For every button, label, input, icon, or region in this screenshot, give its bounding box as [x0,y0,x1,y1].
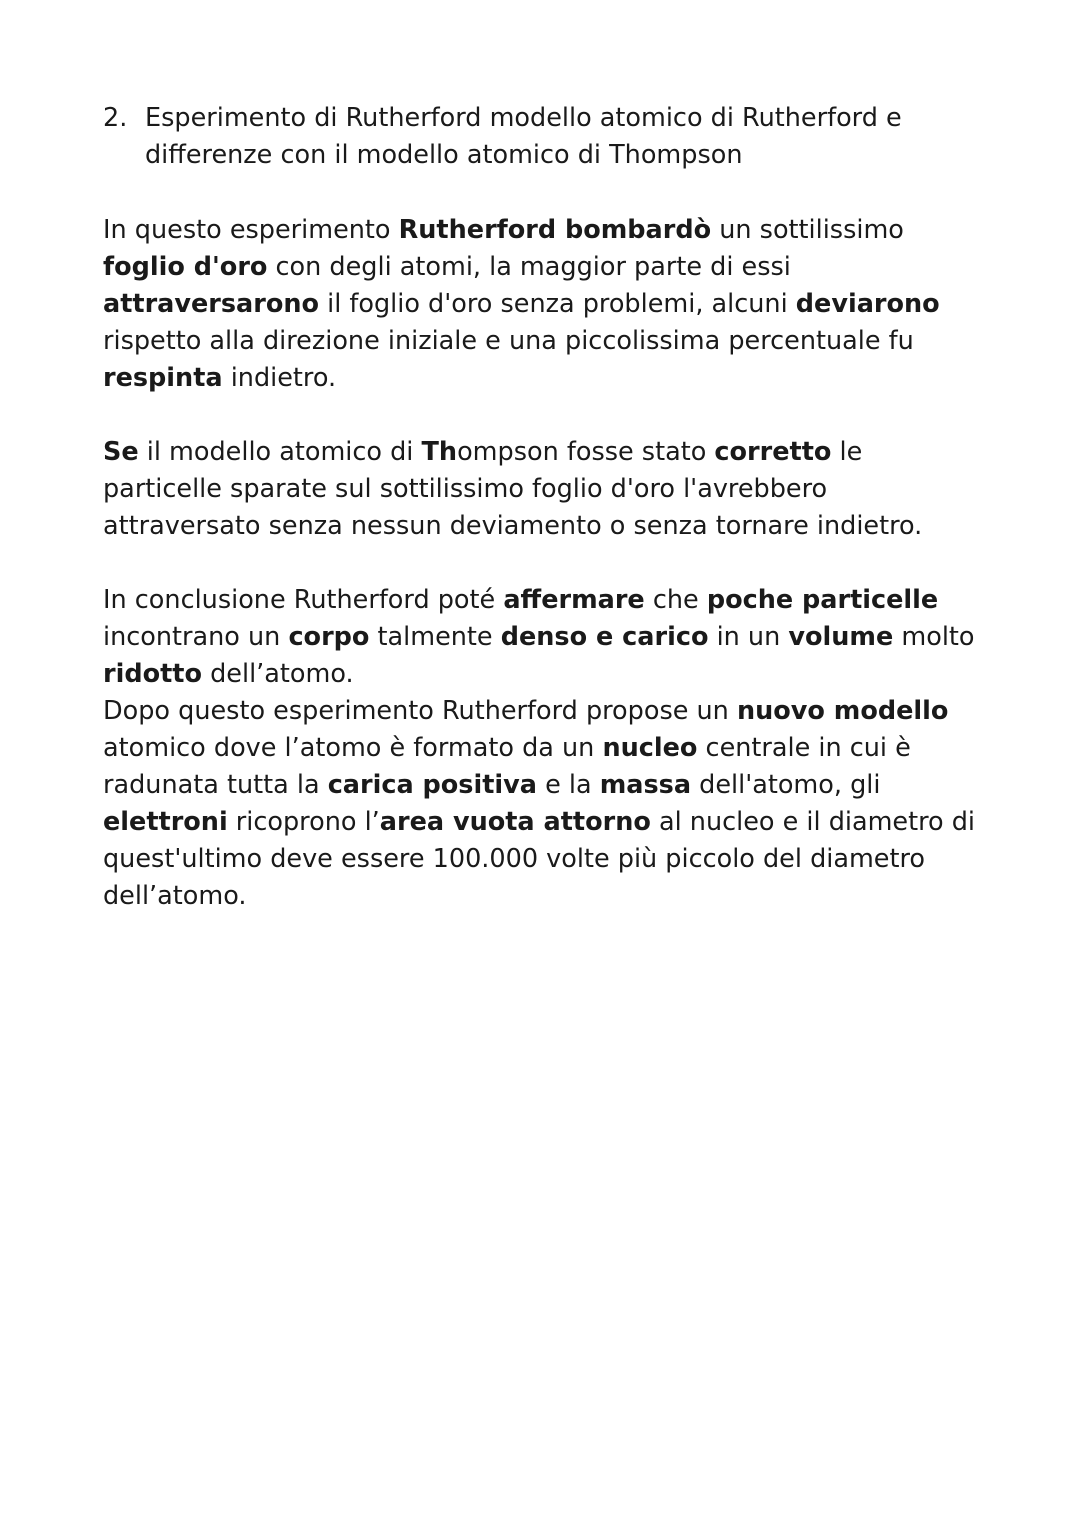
text-run: indietro. [222,363,337,393]
text-run: talmente [369,622,501,652]
bold-text: area vuota attorno [379,807,651,837]
text-run: le [831,437,863,467]
text-run: atomico dove l’atomo è formato da un [103,733,603,763]
text-run: molto [893,622,975,652]
bold-text: nucleo [602,733,698,763]
text-line [103,582,983,619]
text-line [103,249,983,286]
text-line [103,471,983,508]
text-line [103,804,983,841]
text-run: al nucleo e il diametro di [650,807,976,837]
text-run: particelle sparate sul sottilissimo foglio d'oro l'avrebbero [103,474,828,504]
text-run: incontrano un [103,622,289,652]
bold-text: respinta [103,363,223,393]
bold-text: Se [103,437,139,467]
text-run: ricoprono l’ [227,807,380,837]
bold-text: affermare [503,585,645,615]
text-run: che [644,585,707,615]
text-run: ompson fosse stato [457,437,715,467]
paragraph-experiment [103,212,983,397]
heading-line: Esperimento di Rutherford modello atomico di Rutherford e [145,103,902,133]
text-run: In questo esperimento [103,215,399,245]
text-run: dell'atomo, gli [691,770,881,800]
section-heading [103,100,983,174]
text-line [103,286,983,323]
bold-text: denso e carico [500,622,709,652]
text-run: quest'ultimo deve essere 100.000 volte più piccolo del diametro [103,844,926,874]
text-line [103,878,983,915]
text-run: un sottilissimo [711,215,904,245]
paragraph-thompson-comparison [103,434,983,545]
text-run: con degli atomi, la maggior parte di essi [267,252,791,282]
bold-text: poche particelle [706,585,939,615]
text-line [103,693,983,730]
text-line [103,508,983,545]
bold-text: elettroni [103,807,228,837]
bold-text: foglio d'oro [103,252,268,282]
heading-line: differenze con il modello atomico di Thompson [145,140,743,170]
bold-text: ridotto [103,659,202,689]
bold-text: corretto [714,437,832,467]
text-run: In conclusione Rutherford poté [103,585,504,615]
bold-text: Rutherford bombardò [398,215,712,245]
text-line [103,841,983,878]
text-run: dell’atomo. [202,659,354,689]
bold-text: massa [599,770,692,800]
text-line [103,619,983,656]
text-line [103,434,983,471]
text-run: Dopo questo esperimento Rutherford propose un [103,696,737,726]
text-run: e la [536,770,600,800]
heading-number: 2. [103,103,128,133]
bold-text: deviarono [795,289,940,319]
text-line [103,656,983,693]
bold-text: Th [421,437,458,467]
bold-text: corpo [288,622,370,652]
text-line [103,360,983,397]
bold-text: carica positiva [327,770,537,800]
text-run: il modello atomico di [138,437,422,467]
text-line [103,767,983,804]
bold-text: attraversarono [103,289,320,319]
bold-text: nuovo modello [736,696,949,726]
text-run: attraversato senza nessun deviamento o senza tornare indietro. [103,511,923,541]
text-line [103,323,983,360]
text-line [103,212,983,249]
text-run: radunata tutta la [103,770,328,800]
text-run: rispetto alla direzione iniziale e una piccolissima percentuale fu [103,326,914,356]
text-run: centrale in cui è [697,733,911,763]
bold-text: volume [788,622,894,652]
text-line [103,730,983,767]
paragraph-conclusion [103,582,983,915]
text-run: il foglio d'oro senza problemi, alcuni [319,289,796,319]
text-run: dell’atomo. [103,881,247,911]
text-run: in un [708,622,789,652]
